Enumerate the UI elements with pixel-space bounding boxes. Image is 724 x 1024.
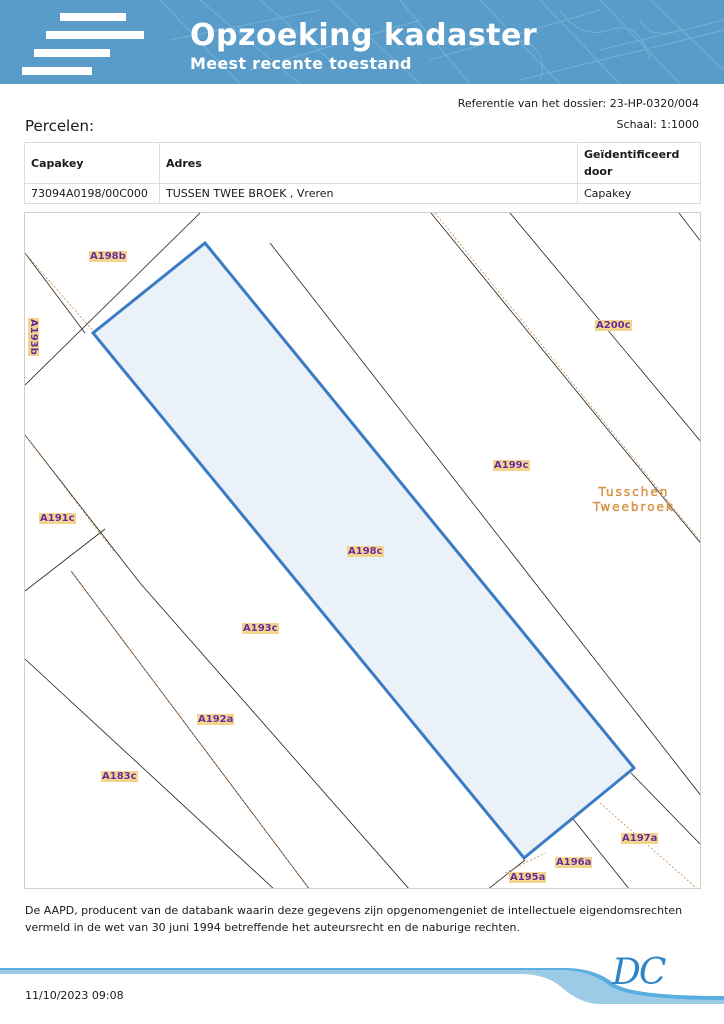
header-banner (0, 0, 724, 84)
column-header-adres: Adres (160, 143, 578, 184)
parcel-label: A200c (596, 320, 631, 331)
parcel-label: A199c (494, 460, 529, 471)
parcel-label: A196a (556, 857, 592, 868)
parcel-label: A197a (622, 833, 658, 844)
logo-bars-icon (0, 0, 160, 84)
parcel-label: A198b (90, 251, 126, 262)
print-date: 11/10/2023 09:08 (25, 989, 124, 1002)
section-title: Percelen: (25, 117, 95, 135)
table-row (25, 184, 701, 204)
street-name-label (593, 485, 675, 515)
cell-capakey: 73094A0198/00C000 (25, 184, 160, 204)
parcels-table (24, 142, 701, 204)
cell-adres: TUSSEN TWEE BROEK , Vreren (160, 184, 578, 204)
cell-identified-by: Capakey (578, 184, 701, 204)
parcel-label: A193b (28, 319, 39, 355)
column-header-identified-by: Geïdentificeerd door (578, 143, 701, 184)
parcel-label: A193c (243, 623, 278, 634)
page-title: Opzoeking kadaster (190, 18, 538, 53)
copyright-disclaimer: De AAPD, producent van de databank waarin deze gegevens zijn opgenomengeniet de intellectuele eigendomsrechten vermeld in de wet van 30 juni 1994 betreffende het auteursrecht en de naburige rechten. (25, 904, 683, 934)
parcel-label: A191c (40, 513, 75, 524)
parcel-label: A195a (510, 872, 546, 883)
map-scale: Schaal: 1:1000 (616, 118, 699, 131)
page-subtitle: Meest recente toestand (190, 54, 412, 73)
cadastral-map (24, 212, 701, 889)
street-name-line-1: Tusschen (598, 485, 670, 499)
column-header-capakey: Capakey (25, 143, 160, 184)
table-header-row (25, 143, 701, 184)
street-name-line-2: Tweebroek (593, 500, 675, 514)
dc-logo: DC (612, 952, 665, 993)
dossier-reference: Referentie van het dossier: 23-HP-0320/004 (457, 97, 699, 110)
parcel-label: A183c (102, 771, 137, 782)
parcel-label: A198c (348, 546, 383, 557)
parcel-label: A192a (198, 714, 234, 725)
